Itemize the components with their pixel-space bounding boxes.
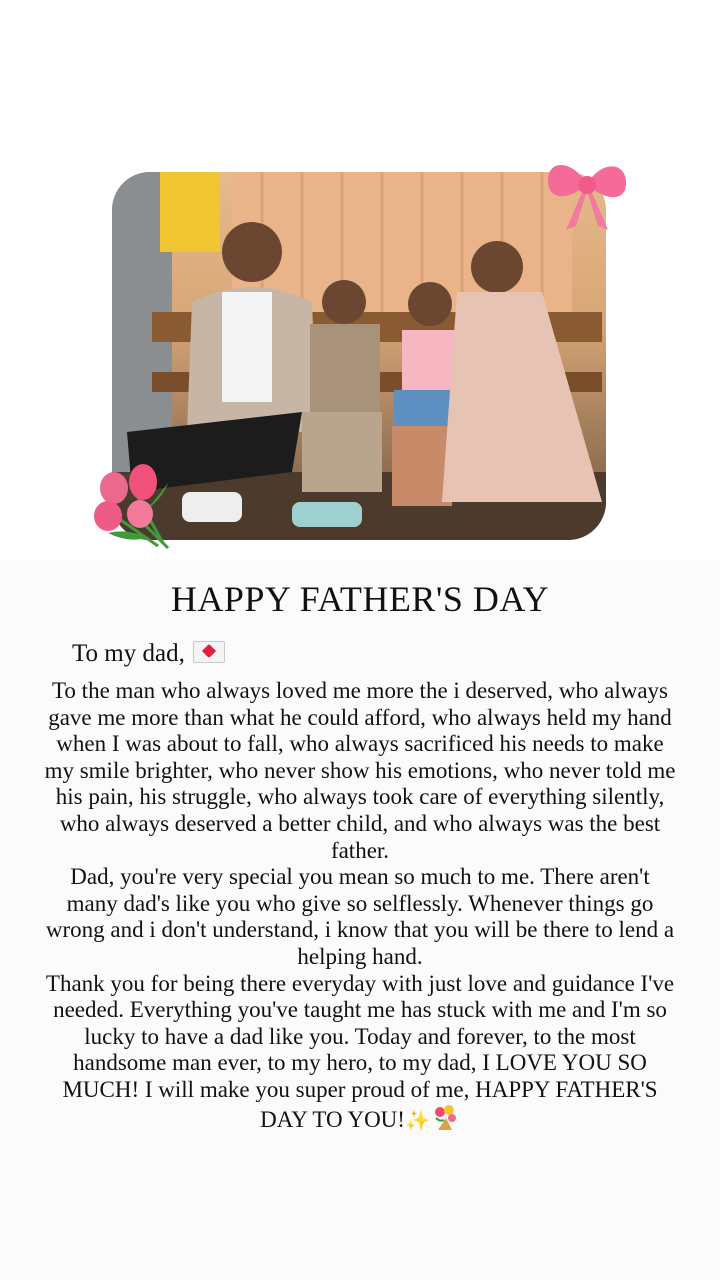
- message-paragraph-text: Thank you for being there everyday with just love and guidance I've needed. Everything you've taught me has stuck with me and I'm so lucky to have a dad like you. Today and forever, to the most handsome man ever, to my hero, to my dad, I LOVE YOU SO MUCH! I will make you super proud of me, HAPPY FATHER'S DAY TO YOU!: [45, 970, 675, 1132]
- tulip-bouquet-icon: [88, 458, 178, 550]
- pink-bow-icon: [542, 154, 632, 234]
- page-title: HAPPY FATHER'S DAY: [170, 579, 550, 619]
- greeting-text: To my dad,: [72, 640, 185, 667]
- message-paragraph: [44, 971, 676, 1135]
- family-photo: [112, 172, 606, 540]
- bouquet-icon: [430, 1104, 460, 1132]
- sparkles-icon: ✨: [404, 1109, 430, 1132]
- message-body: [44, 678, 676, 1134]
- message-paragraph: Dad, you're very special you mean so much to me. There aren't many dad's like you who give so selflessly. Whenever things go wrong and i don't understand, i know that you will be there to lend a helping hand.: [45, 864, 675, 969]
- message-paragraph: To the man who always loved me more the i deserved, who always gave me more than what he could afford, who always held my hand when I was about to fall, who always sacrificed his needs to make my smile brighter, who never show his emotions, who never told me his pain, his struggle, who always took care of everything silently, who always deserved a better child, and who always was the best father.: [44, 678, 676, 863]
- greeting: [72, 640, 225, 668]
- envelope-heart-icon: [193, 641, 225, 663]
